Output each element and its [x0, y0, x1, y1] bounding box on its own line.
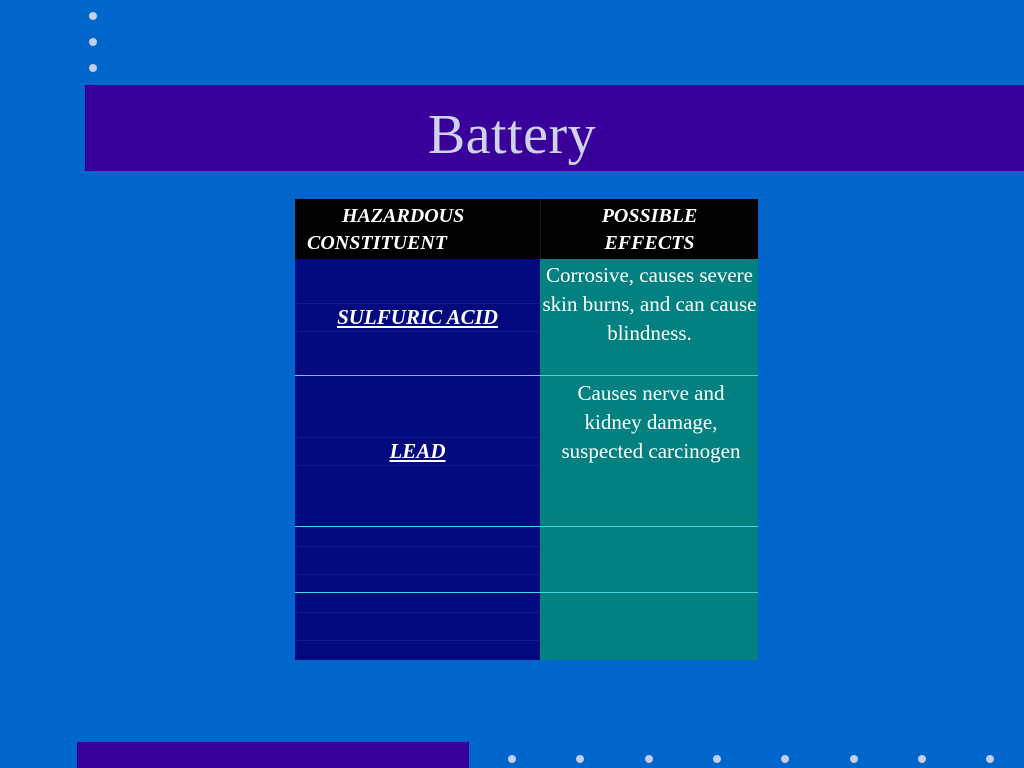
header-col1-line2: CONSTITUENT [307, 232, 448, 254]
header-col1-line1: HAZARDOUS [342, 205, 465, 227]
cell-divider [295, 546, 540, 547]
decorative-dot [576, 755, 584, 763]
substance-link[interactable]: LEAD [389, 439, 446, 463]
header-hazardous-constituent [295, 199, 541, 259]
effect-text: Corrosive, causes severe skin burns, and can cause blindness. [542, 263, 757, 345]
decorative-dot [781, 755, 789, 763]
cell-divider [295, 574, 540, 575]
decorative-dot [89, 38, 97, 46]
decorative-dot [508, 755, 516, 763]
cell-divider [295, 303, 540, 304]
row-divider [295, 526, 758, 527]
row-divider [295, 592, 758, 593]
decorative-dot [713, 755, 721, 763]
decorative-dot [89, 64, 97, 72]
decorative-dot [918, 755, 926, 763]
effect-text: Causes nerve and kidney damage, suspected carcinogen [561, 381, 741, 463]
cell-divider [295, 331, 540, 332]
hazard-table [295, 199, 758, 660]
substance-link[interactable]: SULFURIC ACID [337, 305, 498, 329]
slide-title: Battery [427, 104, 597, 166]
cell-divider [295, 465, 540, 466]
header-possible-effects [541, 199, 758, 259]
decorative-dot [850, 755, 858, 763]
bottom-band [77, 742, 469, 768]
title-band [85, 85, 1024, 171]
cell-divider [295, 437, 540, 438]
header-col2-line1: POSSIBLE [601, 205, 698, 227]
cell-divider [295, 612, 540, 613]
cell-divider [295, 640, 540, 641]
decorative-dot [986, 755, 994, 763]
decorative-dot [645, 755, 653, 763]
decorative-dot [89, 12, 97, 20]
row-divider [295, 375, 758, 376]
header-col2-line2: EFFECTS [604, 232, 695, 254]
